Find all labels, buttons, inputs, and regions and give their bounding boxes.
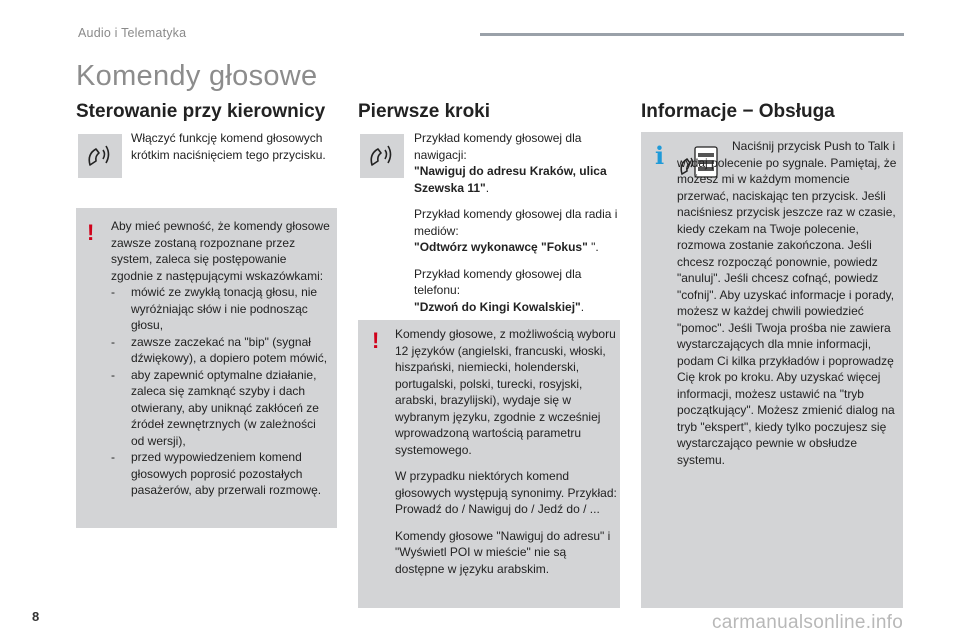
example-command: "Odtwórz wykonawcę "Fokus" <box>414 240 588 254</box>
example-command: "Nawiguj do adresu Kraków, ulica Szewska 11" <box>414 164 607 195</box>
tip-item: - mówić ze zwykłą tonacją głosu, nie wyróżniając słów i nie podnosząc głosu, <box>111 284 331 334</box>
tip-item: - zawsze zaczekać na "bip" (sygnał dźwiękowy), a dopiero potem mówić, <box>111 334 331 367</box>
steering-intro: Włączyć funkcję komend głosowych krótkim naciśnięciem tego przycisku. <box>131 131 326 162</box>
section-title-first-steps: Pierwsze kroki <box>358 101 491 122</box>
languages-text <box>395 326 617 577</box>
arabic-paragraph: Komendy głosowe "Nawiguj do adresu" i "Wyświetl POI w mieście" nie są dostępne w języku arabskim. <box>395 528 611 576</box>
example-tail: ". <box>587 240 599 254</box>
tip-item: - przed wypowiedzeniem komend głosowych poprosić pozostałych pasażerów, aby przerwali rozmowę. <box>111 449 331 499</box>
tips-text <box>111 218 331 499</box>
example-tail: . <box>485 180 490 195</box>
warning-icon: ! <box>372 328 380 353</box>
example-lead: Przykład komendy głosowej dla telefonu: <box>414 266 582 297</box>
section-title-info: Informacje − Obsługa <box>641 101 835 122</box>
page-number: 8 <box>32 609 40 624</box>
example-tail: . <box>580 299 585 314</box>
page-title: Komendy głosowe <box>76 60 318 92</box>
info-box <box>641 132 903 608</box>
tips-intro: Aby mieć pewność, że komendy głosowe zawsze zostaną rozpoznane przez system, zaleca się postępowanie zgodnie z następującymi wskazówkami: <box>111 219 330 283</box>
warning-box-tips <box>76 208 337 528</box>
warning-box-languages <box>358 320 620 608</box>
info-icon: i <box>655 141 665 170</box>
info-text: Naciśnij przycisk Push to Talk i wydaj polecenie po sygnale. Pamiętaj, że możesz mi w każdym momencie przerwać, naciskając ten przycisk. Jeśli naciśniesz przycisk jeszcze raz w czasie, kiedy czekam na Twoje polecenie, rozmowa zostanie zakończona. Jeśli chcesz rozpocząć ponownie, powiedz "anuluj". Jeśli chcesz cofnąć, powiedz "cofnij". Aby uzyskać informacje i porady, możesz w każdej chwili powiedzieć "pomoc". Jeśli Twoja prośba nie zawiera wystarczających dla mnie informacji, podam Ci kilka przykładów i poprowadzę Cię krok po kroku. Aby uzyskać więcej informacji, możesz ustawić na "tryb początkujący". Możesz zmienić dialog na tryb "ekspert", kiedy tylko poczujesz się wystarczająco pewnie w obsłudze systemu. <box>677 139 897 467</box>
warning-icon: ! <box>87 220 95 245</box>
example-navigation <box>414 130 624 196</box>
example-lead: Przykład komendy głosowej dla nawigacji: <box>414 131 582 162</box>
header-rule <box>480 33 904 36</box>
section-label: Audio i Telematyka <box>78 26 187 40</box>
watermark: carmanualsonline.info <box>712 612 904 633</box>
languages-paragraph: Komendy głosowe, z możliwością wyboru 12 języków (angielski, francuski, włoski, hiszpański, niemiecki, holenderski, portugalski, polski, turecki, rosyjski, arabski, brazylijski), wydaje się w wybranym języku, zgodnie z wcześniej wprowadzoną wartością parametru systemowego. <box>395 327 616 457</box>
example-phone <box>414 266 624 316</box>
examples-list <box>414 130 624 325</box>
tip-item: - aby zapewnić optymalne działanie, zaleca się zamknąć szyby i dach otwierany, aby uniknąć zakłóceń ze źródeł zewnętrznych (w zależności od wersji), <box>111 367 331 450</box>
tips-list <box>111 284 331 499</box>
example-lead: Przykład komendy głosowej dla radia i mediów: <box>414 207 618 238</box>
example-radio <box>414 206 624 256</box>
voice-command-icon <box>360 134 404 178</box>
synonyms-paragraph: W przypadku niektórych komend głosowych występują synonimy. Przykład: Prowadź do / Nawiguj do / Jedź do / ... <box>395 469 617 516</box>
section-title-steering: Sterowanie przy kierownicy <box>76 101 326 122</box>
voice-command-icon <box>78 134 122 178</box>
example-command: "Dzwoń do Kingi Kowalskiej" <box>414 299 581 314</box>
